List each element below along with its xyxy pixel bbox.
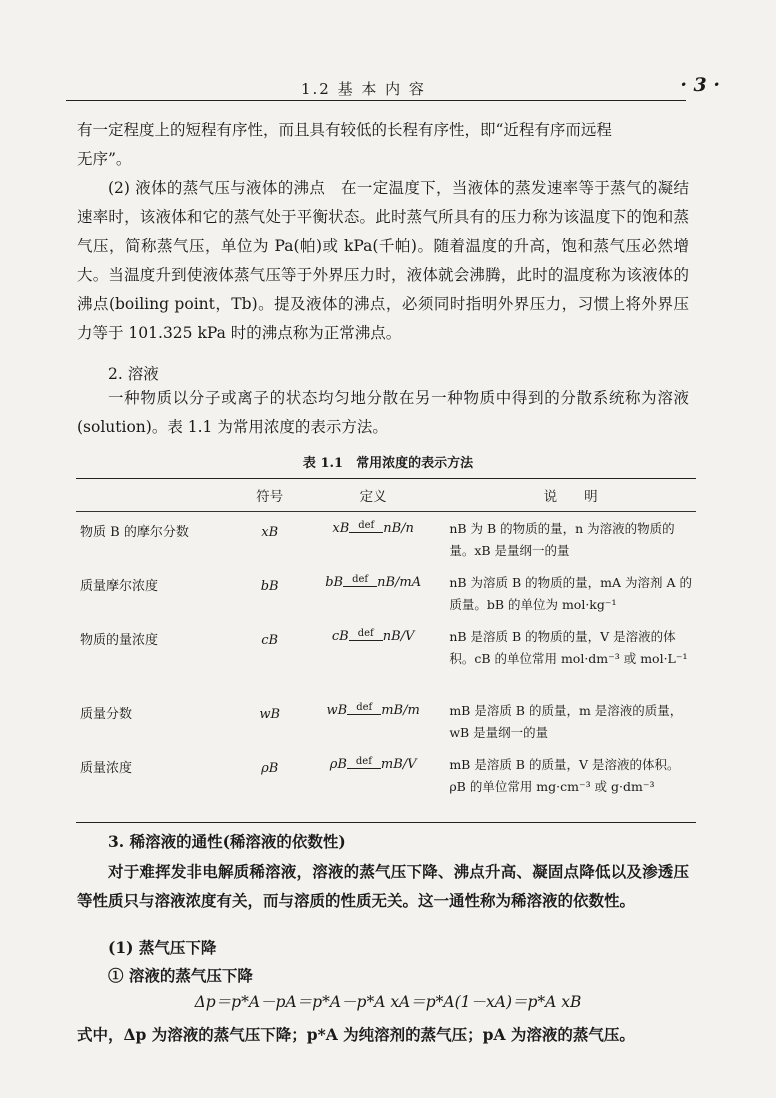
running-header [66, 74, 720, 101]
def-lhs: cB [331, 629, 349, 644]
def-operator [347, 703, 381, 715]
quantity-name: 物质 B 的摩尔分数 [80, 525, 189, 540]
def-text: def [357, 628, 374, 639]
quantity-description: nB 是溶质 B 的物质的量，V 是溶液的体积。cB 的单位常用 mol·dm⁻³ 或 mol·L⁻¹ [449, 629, 688, 666]
header-symbol: 符号 [238, 479, 301, 512]
quantity-definition [301, 566, 445, 620]
heading-vapor-pressure-lowering: (1) 蒸气压下降 [108, 938, 217, 957]
paragraph-vapor-pressure: (2) 液体的蒸气压与液体的沸点 在一定温度下，当液体的蒸发速率等于蒸气的凝结速率时，该液体和它的蒸气处于平衡状态。此时蒸气所具有的压力称为该温度下的饱和蒸气压，简称蒸气压，单位为 Pa(帕)或 kPa(千帕)。随着温度的升高，饱和蒸气压必然增大。当温度升到使液体蒸气压等于外界压力时，液体就会沸腾，此时的温度称为该液体的沸点(boiling point，Tb)。提及液体的沸点，必须同时指明外界压力，习惯上将外界压力等于 101.325 kPa 时的沸点称为正常沸点。 [77, 179, 689, 342]
paragraph-continued-line2: 无序”。 [77, 150, 132, 168]
def-operator [347, 757, 381, 769]
quantity-name: 质量摩尔浓度 [80, 579, 159, 594]
section-title: 1.2 基 本 内 容 [301, 80, 426, 98]
def-lhs: wB [326, 703, 348, 718]
page-number: · 3 · [680, 74, 720, 96]
def-text: def [352, 574, 369, 585]
quantity-symbol: wB [259, 707, 281, 722]
table-row [76, 694, 696, 748]
def-text: def [358, 520, 375, 531]
quantity-definition [301, 694, 445, 748]
quantity-symbol: cB [261, 633, 279, 648]
def-lhs: ρB [329, 757, 347, 772]
heading-solution-vapor-pressure: ① 溶液的蒸气压下降 [108, 966, 253, 985]
heading-solution: 2. 溶液 [108, 365, 159, 383]
table-row [76, 512, 696, 567]
quantity-description: nB 为 B 的物质的量，n 为溶液的物质的量。xB 是量纲一的量 [449, 521, 675, 558]
def-rhs: mB/V [380, 757, 417, 772]
def-lhs: xB [332, 521, 350, 536]
quantity-definition [301, 748, 445, 822]
quantity-symbol: bB [260, 579, 279, 594]
def-rhs: mB/m [381, 703, 420, 718]
quantity-name: 质量浓度 [80, 761, 133, 776]
table-row [76, 566, 696, 620]
def-lhs: bB [325, 575, 344, 590]
def-operator [343, 575, 377, 587]
table-row [76, 748, 696, 822]
heading-colligative: 3. 稀溶液的通性(稀溶液的依数性) [108, 832, 346, 851]
paragraph-formula-explanation: 式中，Δp 为溶液的蒸气压下降；p*A 为纯溶剂的蒸气压；pA 为溶液的蒸气压。 [77, 1025, 635, 1044]
def-rhs: nB/n [383, 521, 414, 536]
table-caption: 表 1.1 常用浓度的表示方法 [302, 456, 474, 471]
paragraph-solution: 一种物质以分子或离子的状态均匀地分散在另一种物质中得到的分散系统称为溶液(solution)。表 1.1 为常用浓度的表示方法。 [77, 389, 689, 436]
quantity-name: 质量分数 [80, 707, 133, 722]
header-description: 说 明 [445, 479, 696, 512]
quantity-definition [301, 620, 445, 694]
quantity-symbol: xB [261, 525, 279, 540]
quantity-name: 物质的量浓度 [80, 633, 159, 648]
def-rhs: nB/mA [377, 575, 422, 590]
formula-raoult: Δp＝p*A－pA＝p*A－p*A xA＝p*A(1－xA)＝p*A xB [194, 993, 582, 1011]
quantity-definition [301, 512, 445, 567]
table-row [76, 620, 696, 694]
quantity-symbol: ρB [261, 761, 279, 776]
def-text: def [355, 756, 372, 767]
header-definition: 定义 [301, 479, 445, 512]
def-operator [349, 629, 383, 641]
def-text: def [356, 702, 373, 713]
table-header-row [76, 479, 696, 512]
quantity-description: mB 是溶质 B 的质量，V 是溶液的体积。ρB 的单位常用 mg·cm⁻³ 或 g·dm⁻³ [449, 757, 680, 794]
paragraph-continued-line1: 有一定程度上的短程有序性，而且具有较低的长程有序性，即“近程有序而远程 [77, 121, 612, 139]
quantity-description: mB 是溶质 B 的质量，m 是溶液的质量，wB 是量纲一的量 [449, 703, 683, 740]
def-rhs: nB/V [382, 629, 415, 644]
header-blank [76, 479, 238, 512]
quantity-description: nB 为溶质 B 的物质的量，mA 为溶剂 A 的质量。bB 的单位为 mol·kg⁻¹ [449, 575, 692, 612]
paragraph-colligative: 对于难挥发非电解质稀溶液，溶液的蒸气压下降、沸点升高、凝固点降低以及渗透压等性质只与溶液浓度有关，而与溶质的性质无关。这一通性称为稀溶液的依数性。 [77, 862, 689, 910]
def-operator [349, 521, 383, 533]
concentration-table [76, 478, 696, 823]
